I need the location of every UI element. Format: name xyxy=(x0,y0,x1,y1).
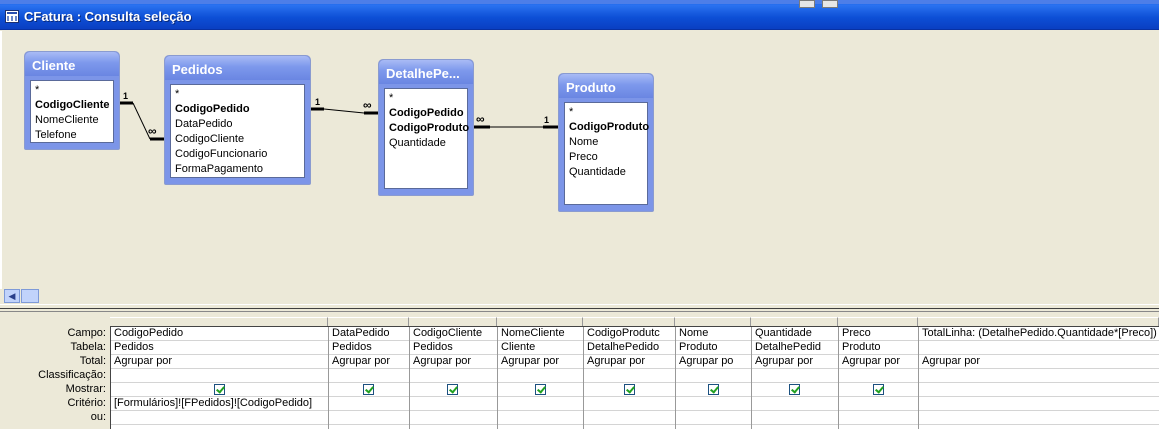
show-checkbox[interactable] xyxy=(624,384,635,395)
grid-column xyxy=(410,327,498,429)
grid-cell-campo[interactable]: Nome xyxy=(676,327,751,341)
grid-cell-total[interactable]: Agrupar por xyxy=(919,355,1159,369)
title-bar-top-strip xyxy=(0,0,1159,4)
field-item[interactable]: Preco xyxy=(569,151,598,163)
grid-cell-mostrar[interactable] xyxy=(410,383,497,397)
show-checkbox[interactable] xyxy=(447,384,458,395)
grid-cell-tabela[interactable]: DetalhePedid​ xyxy=(752,341,838,355)
rel-2-one-label: 1 xyxy=(315,97,321,107)
grid-cell-mostrar[interactable] xyxy=(752,383,838,397)
rel-3-one-label: 1 xyxy=(544,115,550,125)
grid-cell-criterio[interactable]: [Formulários]![FPedidos]![CodigoPedido] xyxy=(111,397,328,411)
grid-column xyxy=(919,327,1159,429)
query-window-icon xyxy=(5,10,19,23)
field-item[interactable]: NomeCliente xyxy=(35,114,99,126)
scroll-thumb[interactable] xyxy=(21,289,39,303)
field-item[interactable]: Nome xyxy=(569,136,599,148)
field-item[interactable]: CodigoProduto xyxy=(569,121,650,133)
grid-column xyxy=(498,327,584,429)
row-label-ou: ou: xyxy=(90,411,106,423)
column-selector[interactable] xyxy=(918,317,1159,326)
column-selector[interactable] xyxy=(110,317,328,326)
field-item[interactable]: * xyxy=(175,88,180,100)
grid-cell-ou[interactable] xyxy=(584,411,675,425)
grid-column xyxy=(752,327,839,429)
grid-cell-total[interactable]: Agrupar por xyxy=(752,355,838,369)
grid-cell-campo[interactable]: DataPedido xyxy=(329,327,409,341)
grid-cell-mostrar[interactable] xyxy=(329,383,409,397)
field-item[interactable]: CodigoPedido xyxy=(175,103,250,115)
grid-cell-criterio[interactable] xyxy=(584,397,675,411)
grid-cell-classificacao[interactable] xyxy=(498,369,583,383)
grid-cell-criterio[interactable] xyxy=(919,397,1159,411)
grid-cell-criterio[interactable] xyxy=(676,397,751,411)
show-checkbox[interactable] xyxy=(873,384,884,395)
grid-cell-classificacao[interactable] xyxy=(111,369,328,383)
title-bar[interactable] xyxy=(0,0,1159,30)
row-label-campo: Campo: xyxy=(67,327,106,339)
grid-cell-classificacao[interactable] xyxy=(839,369,918,383)
grid-cell-ou[interactable] xyxy=(676,411,751,425)
grid-cell-mostrar[interactable] xyxy=(498,383,583,397)
grid-cell-ou[interactable] xyxy=(498,411,583,425)
rel-1-many-label: ∞ xyxy=(148,124,157,138)
table-title[interactable]: Produto xyxy=(559,74,653,98)
grid-cell-classificacao[interactable] xyxy=(676,369,751,383)
grid-cell-total[interactable]: Agrupar po xyxy=(676,355,751,369)
grid-column xyxy=(839,327,919,429)
show-checkbox[interactable] xyxy=(708,384,719,395)
window-title: CFatura : Consulta seleção xyxy=(24,9,192,24)
grid-cell-total[interactable]: Agrupar por xyxy=(839,355,918,369)
grid-cell-mostrar[interactable] xyxy=(584,383,675,397)
grid-cell-classificacao[interactable] xyxy=(410,369,497,383)
grid-cell-ou[interactable] xyxy=(839,411,918,425)
field-item[interactable]: Quantidade xyxy=(389,137,446,149)
grid-cell-campo[interactable]: Preco xyxy=(839,327,918,341)
column-selector[interactable] xyxy=(328,317,409,326)
show-checkbox[interactable] xyxy=(789,384,800,395)
field-item[interactable]: DataPedido xyxy=(175,118,233,130)
field-item[interactable]: * xyxy=(569,106,574,118)
grid-cell-campo[interactable]: CodigoCliente xyxy=(410,327,497,341)
grid-cell-criterio[interactable] xyxy=(839,397,918,411)
table-cliente[interactable] xyxy=(24,51,120,150)
rel-3-many-label: ∞ xyxy=(476,112,485,126)
grid-cell-tabela[interactable]: Pedidos xyxy=(410,341,497,355)
query-tables-pane xyxy=(0,31,1159,289)
grid-cell-classificacao[interactable] xyxy=(919,369,1159,383)
show-checkbox[interactable] xyxy=(535,384,546,395)
grid-cell-total[interactable]: Agrupar por xyxy=(410,355,497,369)
table-detalhepedido[interactable] xyxy=(378,59,474,196)
grid-cell-total[interactable]: Agrupar por xyxy=(111,355,328,369)
grid-cell-criterio[interactable] xyxy=(410,397,497,411)
field-item[interactable]: CodigoPedido xyxy=(389,107,464,119)
field-item[interactable]: CodigoFuncionario xyxy=(175,148,268,160)
field-list[interactable] xyxy=(384,88,468,189)
grid-cell-classificacao[interactable] xyxy=(752,369,838,383)
grid-column xyxy=(584,327,676,429)
show-checkbox[interactable] xyxy=(363,384,374,395)
window-button[interactable] xyxy=(799,0,815,8)
pane-splitter[interactable] xyxy=(0,304,1159,312)
window-close-button[interactable] xyxy=(822,0,838,8)
grid-cell-total[interactable]: Agrupar por xyxy=(329,355,409,369)
row-label-criterio: Critério: xyxy=(67,397,106,409)
field-item[interactable]: Telefone xyxy=(35,129,77,141)
field-item[interactable]: CodigoProduto xyxy=(389,122,470,134)
grid-cell-ou[interactable] xyxy=(752,411,838,425)
grid-cell-criterio[interactable] xyxy=(752,397,838,411)
column-selector[interactable] xyxy=(409,317,497,326)
row-label-tabela: Tabela: xyxy=(70,341,106,353)
grid-cell-tabela[interactable]: Pedidos xyxy=(329,341,409,355)
grid-cell-tabela[interactable]: Produto xyxy=(676,341,751,355)
field-list[interactable] xyxy=(30,80,114,143)
rel-1-one-label: 1 xyxy=(123,91,129,101)
grid-cell-tabela[interactable] xyxy=(919,341,1159,355)
grid-column xyxy=(329,327,410,429)
field-list[interactable] xyxy=(170,84,305,178)
grid-cell-tabela[interactable]: Cliente xyxy=(498,341,583,355)
grid-cell-ou[interactable] xyxy=(410,411,497,425)
column-selector[interactable] xyxy=(838,317,918,326)
grid-cell-tabela[interactable]: Pedidos xyxy=(111,341,328,355)
grid-cell-ou[interactable] xyxy=(111,411,328,425)
horizontal-scrollbar[interactable] xyxy=(4,289,38,303)
design-grid-pane xyxy=(0,312,1159,429)
column-selector[interactable] xyxy=(675,317,751,326)
grid-cell-campo[interactable]: NomeCliente xyxy=(498,327,583,341)
field-item[interactable]: * xyxy=(389,92,394,104)
grid-cell-ou[interactable] xyxy=(919,411,1159,425)
field-item[interactable]: CodigoCliente xyxy=(175,133,245,145)
table-produto[interactable] xyxy=(558,73,654,212)
field-item[interactable]: * xyxy=(35,84,40,96)
row-label-classificacao: Classificação: xyxy=(38,369,106,381)
table-title[interactable]: Cliente xyxy=(25,52,119,76)
grid-cell-campo[interactable]: TotalLinha: (DetalhePedido.Quantidade*[Preco]) xyxy=(919,327,1159,341)
grid-cell-tabela[interactable]: Produto xyxy=(839,341,918,355)
grid-cell-ou[interactable] xyxy=(329,411,409,425)
show-checkbox[interactable] xyxy=(214,384,225,395)
grid-cell-campo[interactable]: CodigoProdutc xyxy=(584,327,675,341)
relation-line[interactable] xyxy=(324,109,364,113)
grid-column xyxy=(676,327,752,429)
grid-cell-classificacao[interactable] xyxy=(584,369,675,383)
grid-cell-classificacao[interactable] xyxy=(329,369,409,383)
grid-cell-total[interactable]: Agrupar por xyxy=(584,355,675,369)
table-title[interactable]: DetalhePe... xyxy=(379,60,473,84)
field-list[interactable] xyxy=(564,102,648,205)
table-pedidos[interactable] xyxy=(164,55,311,185)
design-grid[interactable] xyxy=(110,326,1159,429)
grid-cell-mostrar[interactable] xyxy=(839,383,918,397)
column-selector-bar xyxy=(110,317,1159,326)
grid-cell-mostrar[interactable] xyxy=(676,383,751,397)
grid-cell-mostrar[interactable] xyxy=(919,383,1159,397)
row-label-mostrar: Mostrar: xyxy=(65,383,106,395)
field-item[interactable]: Quantidade xyxy=(569,166,626,178)
grid-cell-criterio[interactable] xyxy=(498,397,583,411)
field-item[interactable]: CodigoCliente xyxy=(35,99,110,111)
field-item[interactable]: FormaPagamento xyxy=(175,163,264,175)
grid-cell-total[interactable]: Agrupar por xyxy=(498,355,583,369)
grid-cell-campo[interactable]: Quantidade xyxy=(752,327,838,341)
table-title[interactable]: Pedidos xyxy=(165,56,310,80)
column-selector[interactable] xyxy=(751,317,838,326)
grid-cell-campo[interactable]: CodigoPedido xyxy=(111,327,328,341)
grid-cell-tabela[interactable]: DetalhePedido xyxy=(584,341,675,355)
grid-column xyxy=(111,327,329,429)
column-selector[interactable] xyxy=(497,317,583,326)
rel-2-many-label: ∞ xyxy=(363,98,372,112)
column-selector[interactable] xyxy=(583,317,675,326)
scroll-left-icon[interactable]: ◀ xyxy=(4,289,20,303)
row-label-total: Total: xyxy=(79,355,106,367)
grid-cell-mostrar[interactable] xyxy=(111,383,328,397)
grid-cell-criterio[interactable] xyxy=(329,397,409,411)
